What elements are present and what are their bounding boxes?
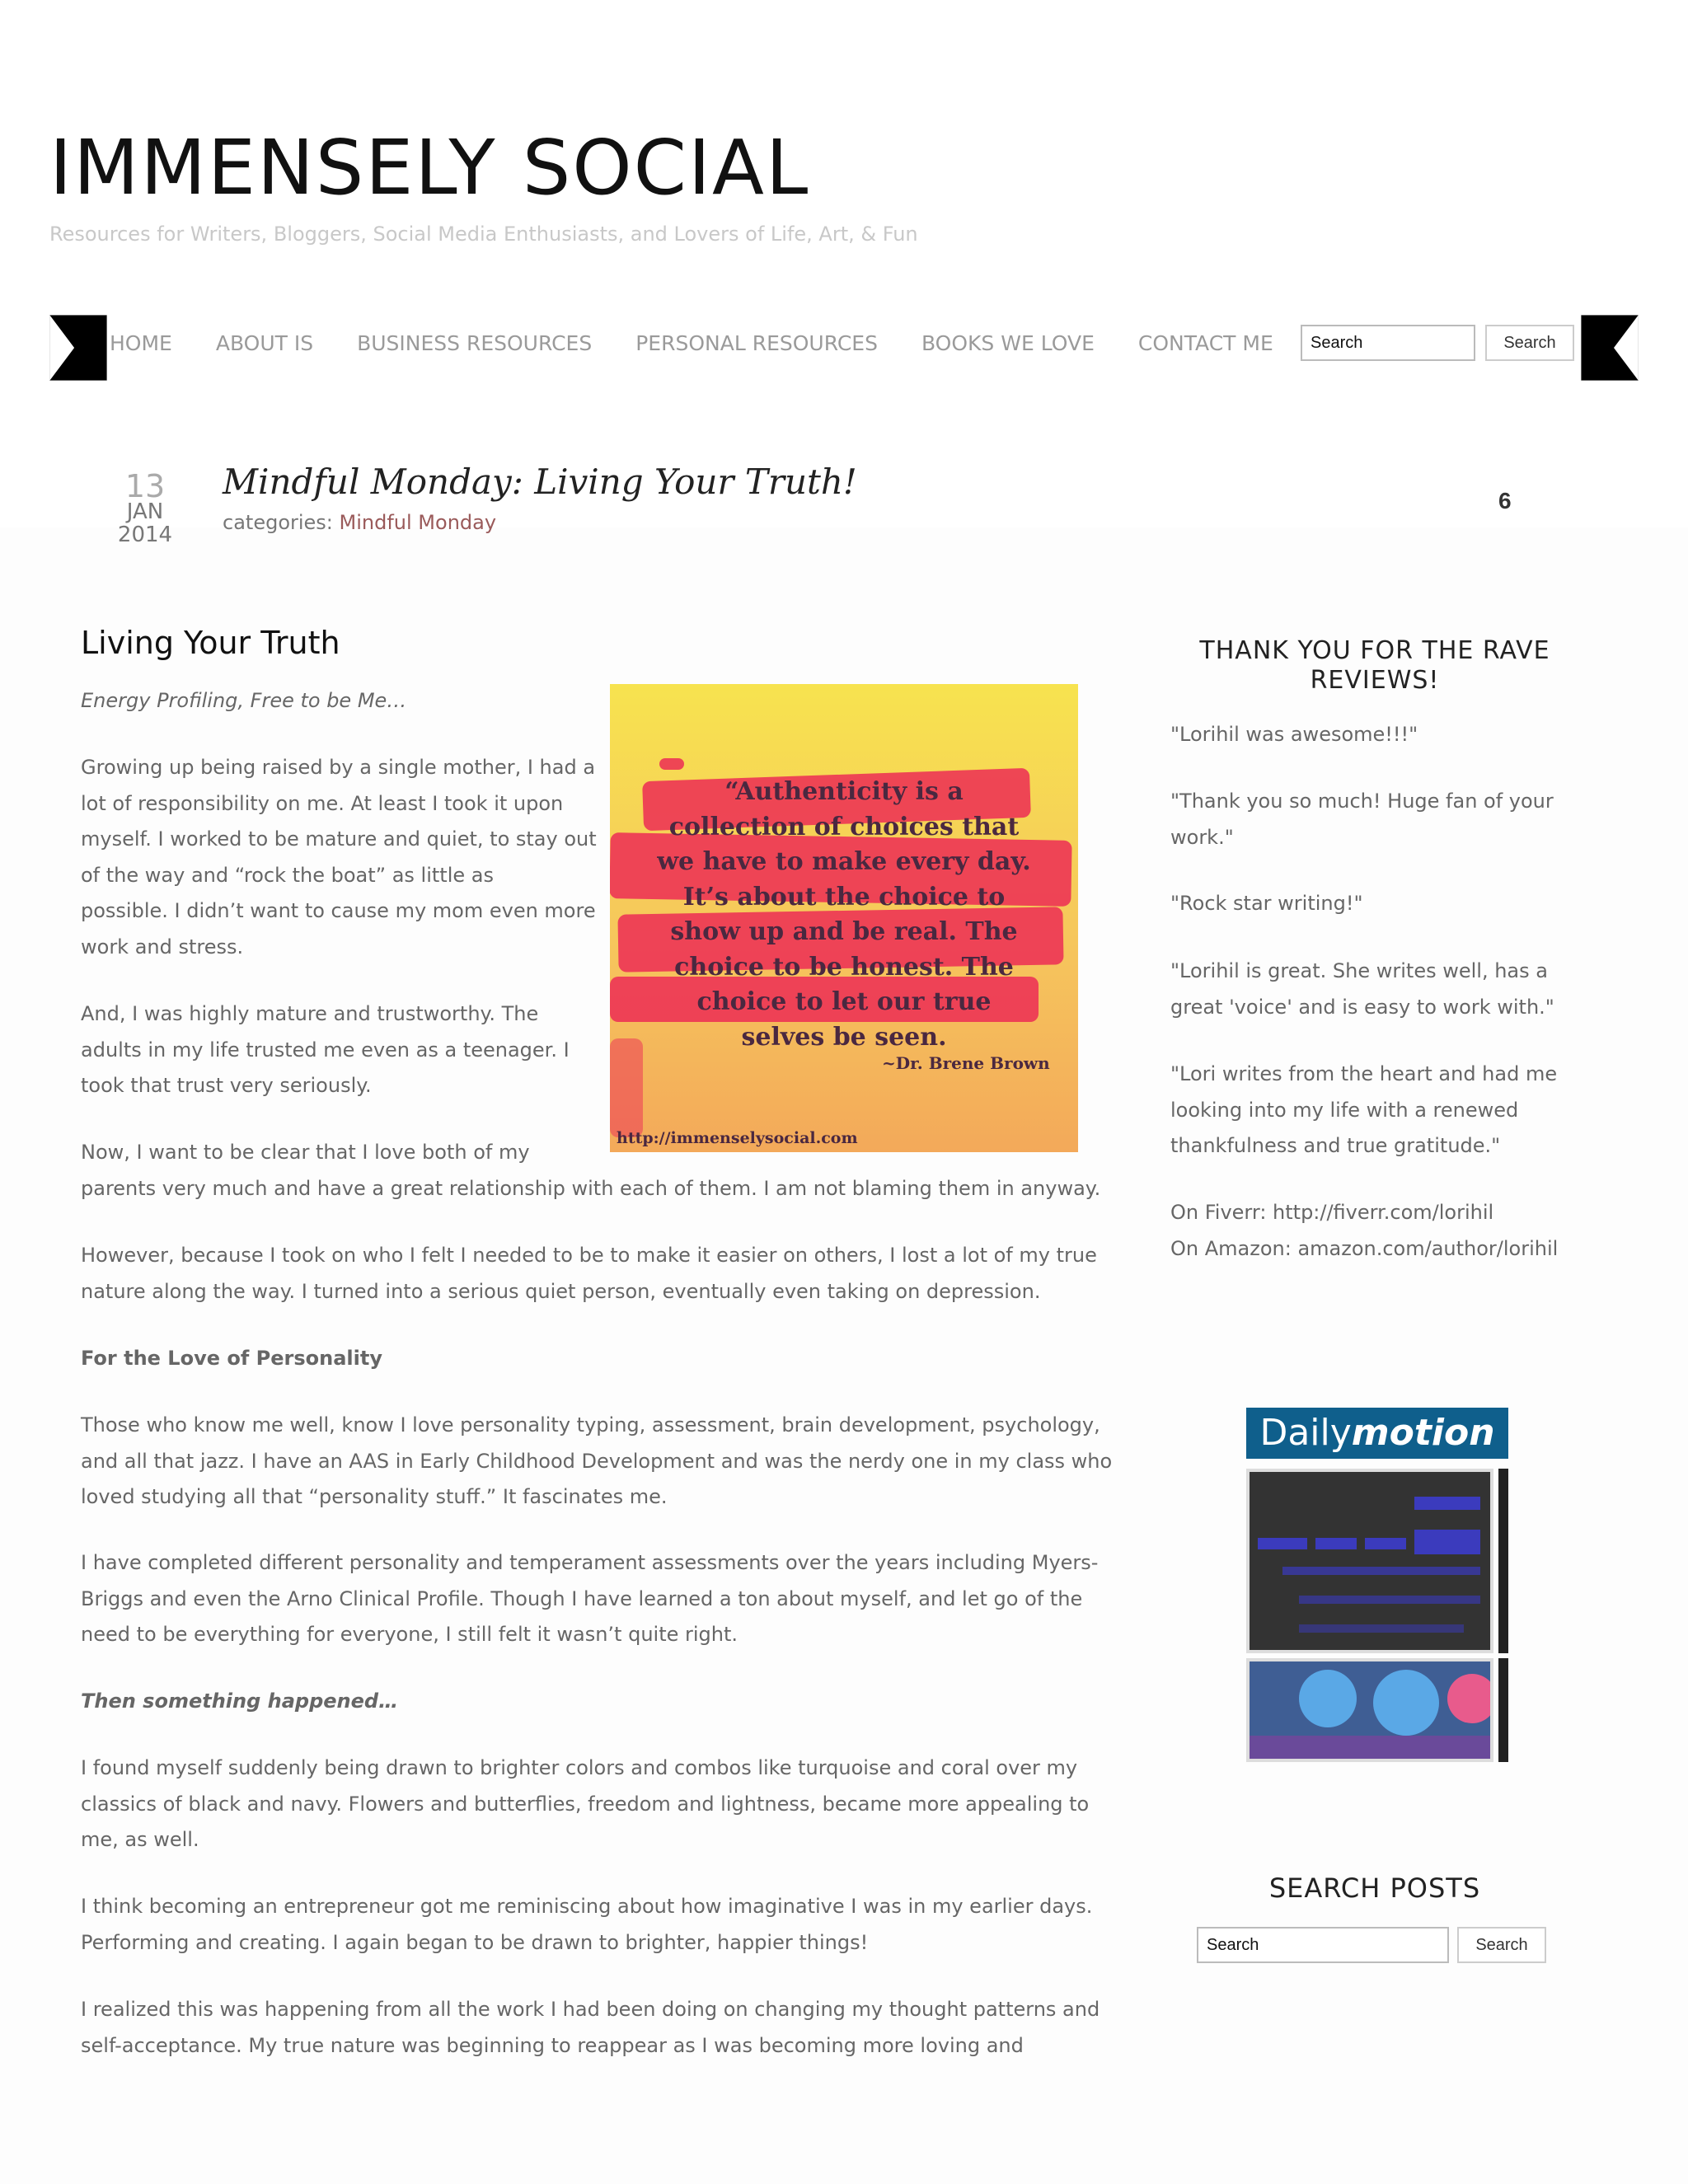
nav-left-ribbon-icon	[49, 315, 107, 381]
post-date-month: JAN	[126, 499, 164, 524]
post-date-year: 2014	[117, 523, 173, 547]
nav-home[interactable]: HOME	[110, 331, 172, 355]
paragraph-9: I realized this was happening from all the work I had been doing on changing my thought patterns and self-acceptance. My true nature was beginning to reappear as I was becoming more loving and	[81, 1998, 1100, 2057]
paragraph-7: I found myself suddenly being drawn to brighter colors and combos like turquoise and coral over my classics of black and navy. Flowers and butterflies, freedom and lightness, became more appealing to me, as well.	[81, 1756, 1090, 1851]
section-heading-happened: Then something happened…	[81, 1690, 399, 1713]
review-1: "Lorihil was awesome!!!"	[1170, 723, 1418, 746]
video-thumbnail-1[interactable]	[1246, 1469, 1493, 1653]
video-thumbnail-2-edge	[1498, 1658, 1508, 1762]
site-title[interactable]: IMMENSELY SOCIAL	[49, 124, 810, 212]
fiverr-link[interactable]: On Fiverr: http://fiverr.com/lorihil	[1170, 1201, 1494, 1224]
quote-watermark-url: http://immenselysocial.com	[617, 1129, 858, 1147]
nav-personal-resources[interactable]: PERSONAL RESOURCES	[635, 331, 878, 355]
header-search-input[interactable]	[1301, 325, 1475, 361]
paragraph-8: I think becoming an entrepreneur got me reminiscing about how imaginative I was in my earlier days. Performing and creating. I again began to be drawn to brighter, happier things!	[81, 1895, 1093, 1954]
quote-author: ~Dr. Brene Brown	[882, 1053, 1050, 1073]
categories-label: categories:	[223, 511, 333, 534]
nav-books-we-love[interactable]: BOOKS WE LOVE	[921, 331, 1095, 355]
nav-about[interactable]: ABOUT IS	[215, 331, 314, 355]
review-3: "Rock star writing!"	[1170, 892, 1363, 915]
author-links	[1170, 1195, 1558, 1267]
site-tagline: Resources for Writers, Bloggers, Social Media Enthusiasts, and Lovers of Life, Art, & Fun	[49, 223, 918, 246]
paragraph-4: However, because I took on who I felt I needed to be to make it easier on others, I lost a lot of my true nature along the way. I turned into a serious quiet person, eventually even taking on depression.	[81, 1244, 1097, 1303]
review-4: "Lorihil is great. She writes well, has a great 'voice' and is easy to work with."	[1170, 959, 1554, 1019]
quote-image	[610, 684, 1078, 1152]
paragraph-6: I have completed different personality and temperament assessments over the years including Myers- Briggs and even the Arno Clinical Profile. Though I have learned a ton about myself, and let go of the need to be everything for everyone, I still felt it wasn’t quite right.	[81, 1551, 1099, 1646]
nav-business-resources[interactable]: BUSINESS RESOURCES	[357, 331, 593, 355]
paragraph-3: Now, I want to be clear that I love both of my parents very much and have a great relationship with each of them. I am not blaming them in anyway.	[81, 1141, 1101, 1200]
search-posts-title: SEARCH POSTS	[1268, 1872, 1481, 1904]
video-thumbnail-1-edge	[1498, 1469, 1508, 1653]
category-link[interactable]: Mindful Monday	[339, 511, 497, 534]
dailymotion-logo[interactable]: Dailymotion	[1246, 1408, 1508, 1459]
quote-text: “Authenticity is a collection of choices that we have to make every day. It’s about the choice to show up and be real. The choice to be honest. The choice to let our true selves be seen.	[657, 777, 1031, 1052]
nav-right-ribbon-icon	[1581, 315, 1639, 381]
video-thumbnail-2[interactable]	[1246, 1658, 1493, 1762]
comment-count[interactable]: 6	[1498, 488, 1512, 513]
sidebar-search-input[interactable]	[1197, 1927, 1449, 1963]
article-subtitle: Energy Profiling, Free to be Me…	[81, 689, 407, 712]
reviews-widget-title: THANK YOU FOR THE RAVE REVIEWS!	[1199, 636, 1550, 695]
review-2: "Thank you so much! Huge fan of your work."	[1170, 790, 1554, 849]
review-5: "Lori writes from the heart and had me looking into my life with a renewed thankfulness and true gratitude."	[1170, 1062, 1558, 1157]
sidebar-search-button[interactable]: Search	[1457, 1927, 1546, 1963]
paragraph-2: And, I was highly mature and trustworthy. The adults in my life trusted me even as a teenager. I took that trust very seriously.	[81, 1002, 570, 1097]
article-heading: Living Your Truth	[81, 625, 340, 661]
nav-contact-me[interactable]: CONTACT ME	[1137, 331, 1273, 355]
post-categories	[223, 511, 496, 534]
section-heading-personality: For the Love of Personality	[81, 1347, 382, 1370]
post-date-day: 13	[124, 468, 166, 504]
paragraph-1: Growing up being raised by a single mother, I had a lot of responsibility on me. At least I took it upon myself. I worked to be mature and quiet, to stay out of the way and “rock the boat” as little as possible. I didn’t want to cause my mom even more work and stress.	[81, 756, 597, 958]
paragraph-5: Those who know me well, know I love personality typing, assessment, brain development, psychology, and all that jazz. I have an AAS in Early Childhood Development and was the nerdy one in my class who loved studying all that “personality stuff.” It fascinates me.	[81, 1413, 1113, 1508]
main-nav	[110, 331, 1273, 355]
header-search-button[interactable]: Search	[1485, 325, 1574, 361]
amazon-link[interactable]: On Amazon: amazon.com/author/lorihil	[1170, 1236, 1559, 1260]
post-title[interactable]: Mindful Monday: Living Your Truth!	[223, 462, 857, 502]
